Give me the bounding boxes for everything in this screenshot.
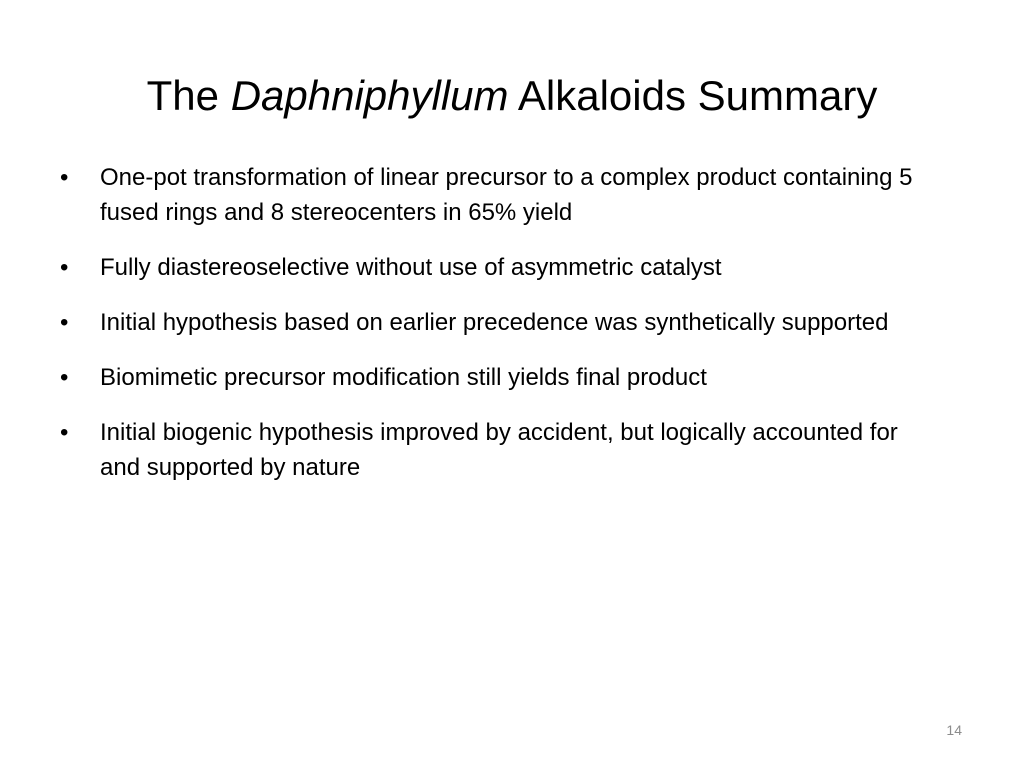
slide-title (0, 70, 1024, 122)
bullet-marker: • (60, 364, 69, 391)
bullet-item (60, 360, 940, 395)
page-number: 14 (946, 722, 962, 738)
bullet-marker: • (60, 164, 69, 191)
title-suffix: Alkaloids Summary (508, 72, 878, 119)
bullet-item (60, 160, 940, 230)
bullet-list (60, 160, 940, 505)
bullet-item (60, 250, 940, 285)
bullet-marker: • (60, 309, 69, 336)
bullet-marker: • (60, 254, 69, 281)
bullet-text: Fully diastereoselective without use of asymmetric catalyst (100, 254, 722, 281)
bullet-item (60, 305, 940, 340)
bullet-text: Initial biogenic hypothesis improved by accident, but logically accounted for and supported by nature (100, 419, 898, 481)
bullet-text: Initial hypothesis based on earlier precedence was synthetically supported (100, 309, 889, 336)
bullet-text: One-pot transformation of linear precursor to a complex product containing 5 fused rings and 8 stereocenters in 65% yield (100, 164, 913, 226)
title-prefix: The (146, 72, 231, 119)
bullet-marker: • (60, 419, 69, 446)
bullet-text: Biomimetic precursor modification still yields final product (100, 364, 707, 391)
title-italic-genus: Daphniphyllum (230, 72, 509, 119)
bullet-item (60, 415, 940, 485)
